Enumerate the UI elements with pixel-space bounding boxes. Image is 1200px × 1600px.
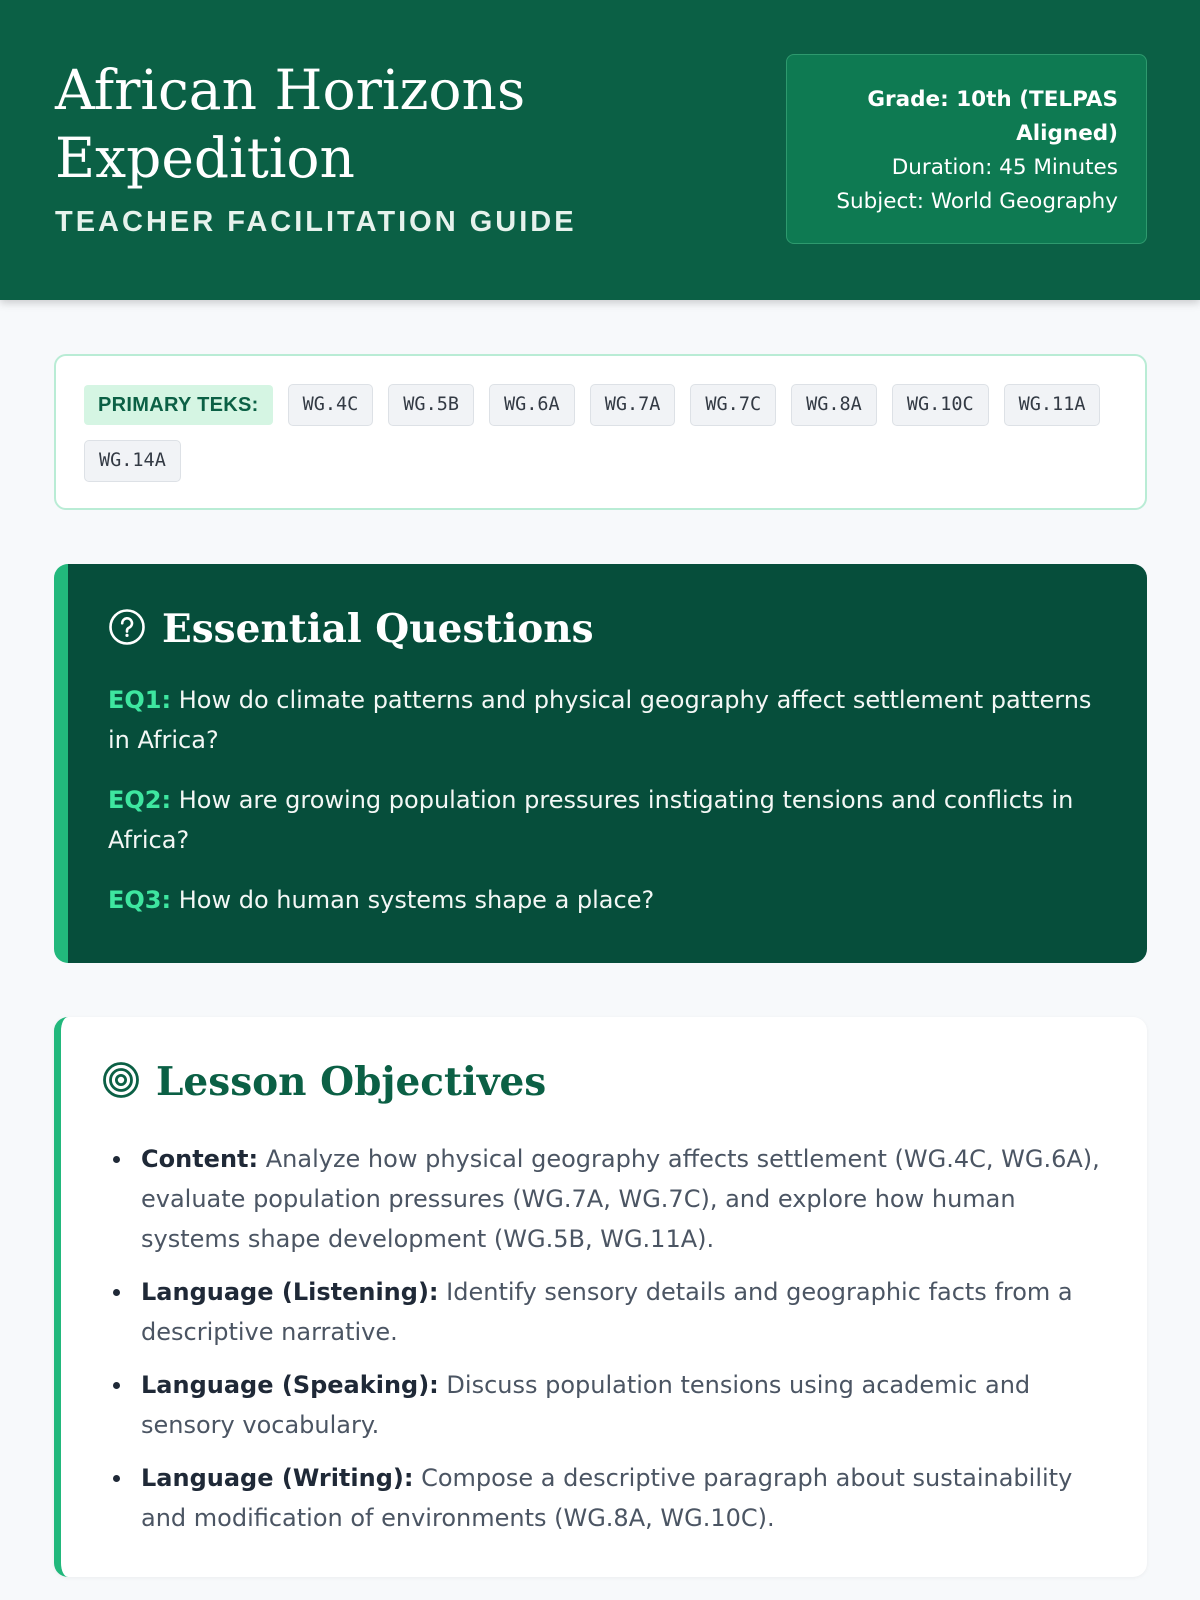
essential-questions-header	[108, 606, 1107, 652]
objective-text: Compose a descriptive paragraph about sustainability and modification of environments (WG.8A, WG.10C).	[141, 1464, 1073, 1532]
essential-question-text: How are growing population pressures instigating tensions and conflicts in Africa?	[108, 786, 1074, 854]
page-subtitle: TEACHER FACILITATION GUIDE	[55, 206, 577, 238]
objective-item	[102, 1139, 1107, 1259]
objective-label: Language (Listening):	[141, 1278, 439, 1306]
lesson-objectives-card	[54, 1017, 1147, 1577]
essential-question-label: EQ3:	[108, 886, 172, 914]
objective-label: Content:	[141, 1145, 259, 1173]
objective-label: Language (Speaking):	[141, 1371, 439, 1399]
bullet-icon	[113, 1382, 120, 1389]
essential-question-text: How do climate patterns and physical geography affect settlement patterns in Africa?	[108, 686, 1092, 754]
essential-question-3	[108, 880, 1107, 920]
teks-code-badge: WG.5B	[388, 384, 474, 426]
teks-code-badge: WG.4C	[288, 384, 374, 426]
subject-text: Subject: World Geography	[836, 189, 1118, 214]
page-header	[0, 0, 1200, 300]
teks-code-badge: WG.7A	[590, 384, 676, 426]
objective-item	[102, 1365, 1107, 1445]
objective-label: Language (Writing):	[141, 1464, 414, 1492]
essential-question-label: EQ2:	[108, 786, 172, 814]
objective-text: Analyze how physical geography affects settlement (WG.4C, WG.6A), evaluate population pressures (WG.7A, WG.7C), and explore how human systems shape development (WG.5B, WG.11A).	[141, 1145, 1100, 1253]
teks-list	[84, 384, 1119, 482]
teks-card	[54, 354, 1147, 510]
essential-question-label: EQ1:	[108, 686, 172, 714]
objective-item	[102, 1458, 1107, 1538]
teks-code-badge: WG.6A	[489, 384, 575, 426]
lesson-objectives-title: Lesson Objectives	[156, 1059, 547, 1105]
lesson-meta-box	[786, 54, 1147, 244]
objective-item	[102, 1272, 1107, 1352]
lesson-objectives-list	[102, 1139, 1107, 1538]
essential-questions-card	[54, 564, 1147, 963]
question-circle-icon	[108, 608, 146, 651]
objective-text: Identify sensory details and geographic facts from a descriptive narrative.	[141, 1278, 1073, 1346]
essential-question-2	[108, 780, 1107, 860]
teks-code-badge: WG.8A	[791, 384, 877, 426]
bullet-icon	[113, 1156, 120, 1163]
essential-questions-title: Essential Questions	[162, 606, 594, 652]
grade-text: Grade: 10th (TELPAS Aligned)	[867, 87, 1118, 146]
teks-code-badge: WG.10C	[892, 384, 989, 426]
duration-text: Duration: 45 Minutes	[891, 155, 1118, 180]
page-title: African Horizons Expedition	[55, 58, 526, 190]
bullet-icon	[113, 1475, 120, 1482]
essential-questions-list	[108, 680, 1107, 920]
bullet-icon	[113, 1289, 120, 1296]
teks-code-badge: WG.7C	[690, 384, 776, 426]
teks-code-badge: WG.14A	[84, 440, 181, 482]
essential-question-1	[108, 680, 1107, 760]
essential-question-text: How do human systems shape a place?	[178, 886, 655, 914]
objective-text: Discuss population tensions using academic and sensory vocabulary.	[141, 1371, 1031, 1439]
teks-code-badge: WG.11A	[1004, 384, 1101, 426]
teks-label: PRIMARY TEKS:	[84, 385, 273, 425]
lesson-objectives-header	[102, 1059, 1107, 1105]
target-icon	[102, 1061, 140, 1104]
